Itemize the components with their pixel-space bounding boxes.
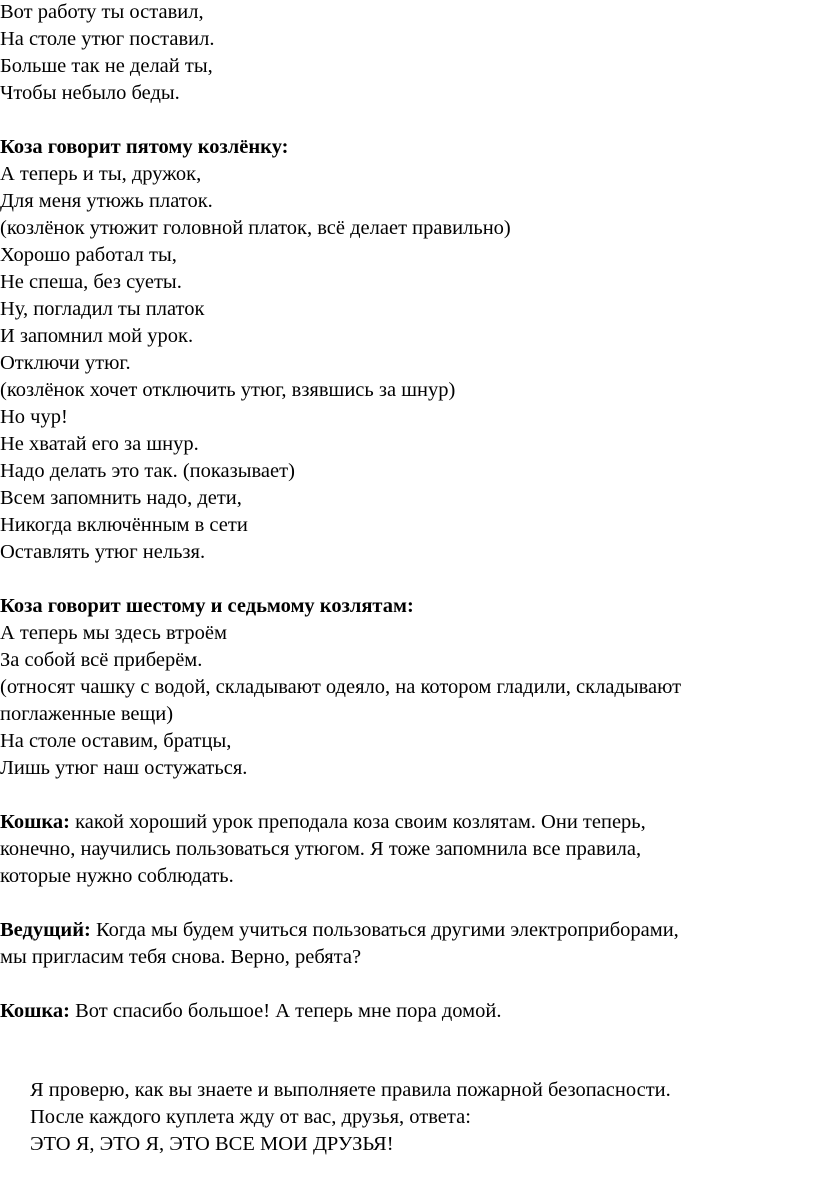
- text-line: [0, 539, 816, 566]
- text-line: [0, 431, 816, 458]
- text-line: [0, 242, 816, 269]
- text-line: [0, 593, 816, 620]
- verse-line: После каждого куплета жду от вас, друзья, ответа:: [30, 1106, 471, 1128]
- line-text: (козлёнок утюжит головной платок, всё делает правильно): [0, 217, 511, 239]
- line-text: Чтобы небыло беды.: [0, 82, 180, 104]
- line-text: мы пригласим тебя снова. Верно, ребята?: [0, 946, 362, 968]
- text-line: [0, 485, 816, 512]
- line-text: Для меня утюжь платок.: [0, 190, 213, 212]
- text-line: [0, 296, 816, 323]
- speaker-label: Коза говорит шестому и седьмому козлятам:: [0, 595, 414, 617]
- text-line: [0, 755, 816, 782]
- text-line: [0, 944, 816, 971]
- text-line: [0, 350, 816, 377]
- line-text: Никогда включённым в сети: [0, 514, 248, 536]
- line-text: Не хватай его за шнур.: [0, 433, 199, 455]
- text-line: [0, 134, 816, 161]
- paragraph: [0, 917, 816, 971]
- speaker-label: Ведущий:: [0, 919, 91, 941]
- text-line: [0, 863, 816, 890]
- paragraph: [0, 998, 816, 1025]
- speaker-label: Коза говорит пятому козлёнку:: [0, 136, 289, 158]
- text-line: [0, 269, 816, 296]
- text-line: [0, 377, 816, 404]
- text-line: [0, 215, 816, 242]
- line-text: Вот спасибо большое! А теперь мне пора домой.: [69, 1000, 502, 1022]
- verse-line: ЭТО Я, ЭТО Я, ЭТО ВСЕ МОИ ДРУЗЬЯ!: [30, 1133, 394, 1155]
- verse-line: Я проверю, как вы знаете и выполняете правила пожарной безопасности.: [30, 1079, 671, 1101]
- line-text: За собой всё приберём.: [0, 649, 203, 671]
- line-text: конечно, научились пользоваться утюгом. Я тоже запомнила все правила,: [0, 838, 642, 860]
- line-text: Хорошо работал ты,: [0, 244, 177, 266]
- text-line: [0, 404, 816, 431]
- line-text: Когда мы будем учиться пользоваться другими электроприборами,: [90, 919, 679, 941]
- line-text: (козлёнок хочет отключить утюг, взявшись за шнур): [0, 379, 456, 401]
- text-line: [0, 917, 816, 944]
- text-line: [0, 458, 816, 485]
- text-line: [0, 323, 816, 350]
- speaker-label: Кошка:: [0, 811, 70, 833]
- text-line: [0, 161, 816, 188]
- line-text: Ну, погладил ты платок: [0, 298, 205, 320]
- text-line: [0, 620, 816, 647]
- text-line: [0, 728, 816, 755]
- paragraph: [0, 0, 816, 107]
- line-text: какой хороший урок преподала коза своим козлятам. Они теперь,: [69, 811, 646, 833]
- line-text: Но чур!: [0, 406, 68, 428]
- paragraph: [0, 809, 816, 890]
- text-line: [0, 512, 816, 539]
- line-text: Оставлять утюг нельзя.: [0, 541, 206, 563]
- line-text: Больше так не делай ты,: [0, 55, 213, 77]
- line-text: На столе оставим, братцы,: [0, 730, 232, 752]
- paragraph: [0, 134, 816, 566]
- speaker-label: Кошка:: [0, 1000, 70, 1022]
- line-text: Лишь утюг наш остужаться.: [0, 757, 248, 779]
- line-text: Надо делать это так. (показывает): [0, 460, 295, 482]
- line-text: А теперь и ты, дружок,: [0, 163, 202, 185]
- text-line: [0, 26, 816, 53]
- text-line: [0, 80, 816, 107]
- text-line: [0, 836, 816, 863]
- line-text: Не спеша, без суеты.: [0, 271, 182, 293]
- line-text: Отключи утюг.: [0, 352, 131, 374]
- line-text: На столе утюг поставил.: [0, 28, 215, 50]
- line-text: Всем запомнить надо, дети,: [0, 487, 242, 509]
- line-text: которые нужно соблюдать.: [0, 865, 234, 887]
- text-line: [0, 0, 816, 26]
- line-text: (относят чашку с водой, складывают одеяло, на котором гладили, складывают: [0, 676, 682, 698]
- text-line: [0, 188, 816, 215]
- text-line: [0, 809, 816, 836]
- line-text: И запомнил мой урок.: [0, 325, 194, 347]
- paragraph: [0, 593, 816, 782]
- text-line: [0, 701, 816, 728]
- line-text: поглаженные вещи): [0, 703, 174, 725]
- text-line: [0, 647, 816, 674]
- text-line: [0, 674, 816, 701]
- text-line: [0, 998, 816, 1025]
- text-line: [0, 53, 816, 80]
- final-verse-block: [30, 1077, 671, 1158]
- line-text: А теперь мы здесь втроём: [0, 622, 227, 644]
- line-text: Вот работу ты оставил,: [0, 1, 204, 23]
